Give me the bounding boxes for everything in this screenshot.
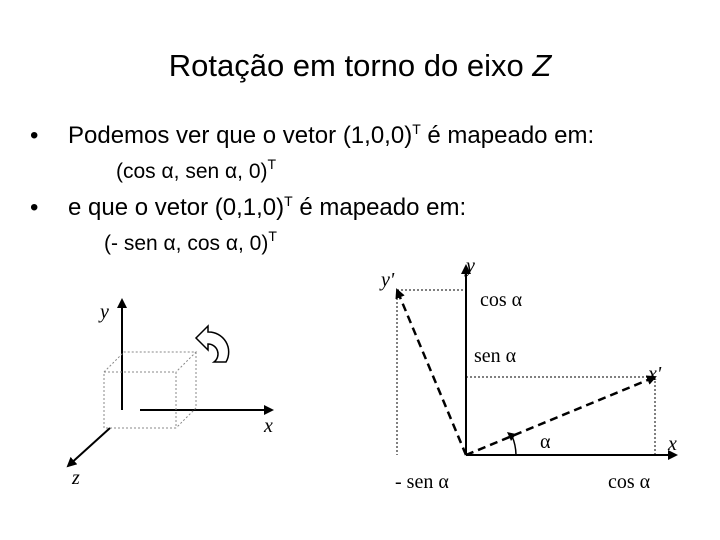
rot-x-label: x: [668, 433, 677, 455]
bullet-marker: •: [30, 122, 39, 149]
bullet-2-text: e que o vetor (0,1,0): [68, 194, 285, 221]
result-2-sup: T: [268, 228, 277, 244]
rotation-arrow-icon: [196, 326, 229, 362]
alpha-label: α: [540, 431, 551, 453]
alpha-arc: [512, 436, 516, 455]
bullet-1-tail: é mapeado em:: [420, 122, 595, 149]
bullet-2-sup: T: [284, 193, 293, 209]
cube-side-face: [176, 352, 196, 428]
title-axis: Z: [532, 48, 552, 83]
rot-y-prime-axis: [397, 290, 466, 455]
bullet-1-sup: T: [412, 121, 421, 137]
rot-y-label: y: [466, 255, 475, 277]
cos-top-label: cos α: [480, 289, 523, 311]
cos-bottom-label: cos α: [608, 471, 651, 493]
cube-y-label: y: [100, 301, 109, 323]
result-2-text: (- sen α, cos α, 0): [104, 232, 269, 255]
cube-z-axis: [68, 428, 110, 466]
result-1-sup: T: [267, 156, 277, 172]
rot-x-prime-label: x': [648, 363, 662, 385]
rot-y-prime-label: y': [381, 269, 395, 291]
sen-right-label: sen α: [474, 345, 517, 367]
neg-sen-bottom-label: - sen α: [395, 471, 449, 493]
cube-top-face: [104, 352, 196, 372]
bullet-marker: •: [30, 194, 39, 221]
bullet-2-tail: é mapeado em:: [292, 194, 467, 221]
rot-x-prime-axis: [466, 377, 655, 455]
rotation-diagram: [379, 255, 677, 493]
cube-diagram: [68, 300, 273, 489]
title-text: Rotação em torno do eixo: [168, 48, 533, 83]
result-1-text: (cos α, sen α, 0): [116, 160, 268, 183]
cube-x-label: x: [264, 415, 273, 437]
cube-front-face: [104, 372, 176, 428]
cube-z-label: z: [72, 467, 80, 489]
bullet-1-text: Podemos ver que o vetor (1,0,0): [68, 122, 413, 149]
